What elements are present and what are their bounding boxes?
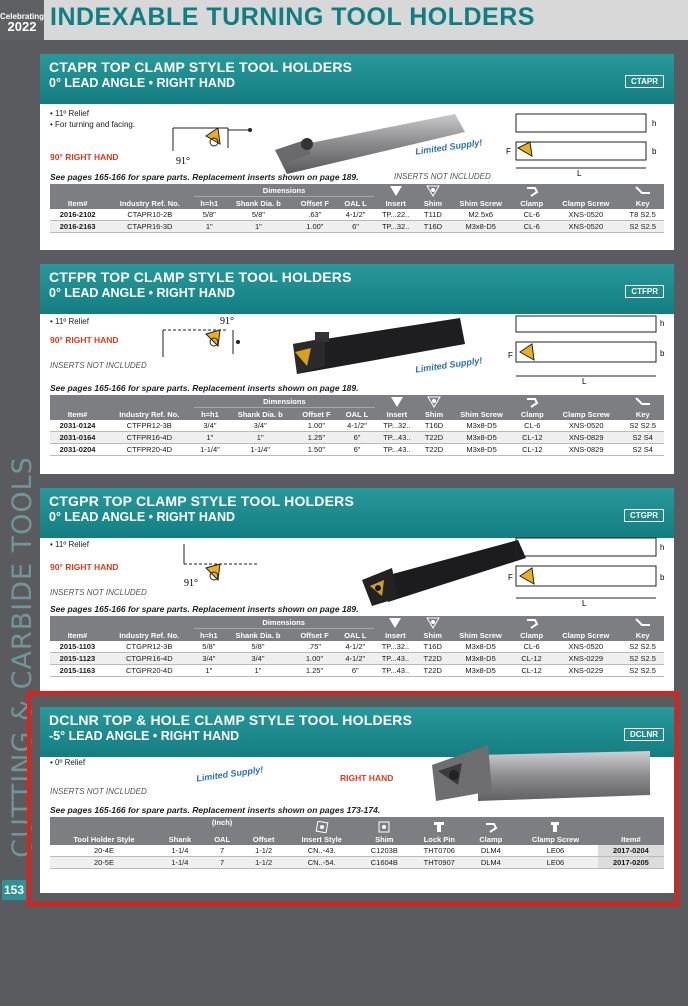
dim-b: b: [660, 349, 665, 358]
col-insert-label: Insert: [386, 410, 408, 419]
bullet-relief: • 11º Relief: [50, 317, 89, 326]
panel-title: DCLNR TOP & HOLE CLAMP STYLE TOOL HOLDERS: [49, 712, 413, 728]
col-style-label: Tool Holder Style: [73, 835, 135, 844]
cell-f: 1.25": [294, 432, 339, 444]
cell-insert: TP...22..: [374, 209, 418, 221]
cell-ref: CTAPR16-3D: [105, 221, 194, 233]
cell-item: 2031-0124: [50, 420, 105, 432]
panel-subtitle: -5° LEAD ANGLE • RIGHT HAND: [49, 729, 240, 743]
col-shim-screw: Shim Screw: [448, 184, 513, 209]
cell-clamp: CL-12: [514, 444, 551, 456]
spare-parts-note: See pages 165-166 for spare parts. Replacement inserts shown on page 189.: [50, 172, 359, 182]
dimension-diagram: [502, 534, 672, 608]
cell-oal: 7: [202, 857, 242, 869]
cell-oal: 7: [202, 845, 242, 857]
col-key: [622, 395, 665, 420]
cell-item: 2031-0164: [50, 432, 105, 444]
col-shim-label: Shim: [375, 835, 394, 844]
spare-parts-note: See pages 165-166 for spare parts. Replacement inserts shown on page 189.: [50, 383, 359, 393]
panel-subtitle: 0° LEAD ANGLE • RIGHT HAND: [49, 76, 235, 90]
cell-l: 4-1/2": [337, 653, 374, 665]
cell-key: S2 S4: [622, 432, 665, 444]
col-clamp-screw: Clamp Screw: [550, 184, 621, 209]
specs-table: [50, 184, 664, 233]
limited-supply-note: Limited Supply!: [195, 764, 264, 784]
cell-insert: TP...43..: [374, 665, 418, 677]
cell-screw: M3x8-D5: [448, 665, 513, 677]
cell-key: S2 S2.5: [621, 221, 664, 233]
col-ref: Industry Ref. No.: [105, 395, 193, 420]
cell-insert: CN..-43.: [285, 845, 359, 857]
cell-insert: CN..-54.: [285, 857, 359, 869]
panel-header: [40, 54, 674, 104]
dimension-diagram: [502, 108, 672, 178]
panel-ctapr: [40, 54, 674, 250]
cell-item: 2031-0204: [50, 444, 105, 456]
cell-insert: TP...32..: [374, 641, 418, 653]
cell-item: 2016-2102: [50, 209, 105, 221]
cell-key: S2 S2.5: [621, 653, 664, 665]
col-item: Item#: [50, 184, 105, 209]
col-shim: [417, 616, 448, 641]
panel-ctfpr: [40, 264, 674, 474]
table-row: [50, 641, 664, 653]
cell-key: S2 S4: [622, 444, 665, 456]
cell-h: 1-1/4": [194, 444, 227, 456]
cell-style: 20-4E: [50, 845, 158, 857]
cell-h: 3/4": [194, 420, 227, 432]
hand-label: 90° RIGHT HAND: [50, 562, 119, 572]
panel-subtitle: 0° LEAD ANGLE • RIGHT HAND: [49, 510, 235, 524]
bullet-relief: • 11º Relief: [50, 109, 89, 118]
cell-l: 6": [339, 432, 375, 444]
hand-label: 90° RIGHT HAND: [50, 335, 119, 345]
anniversary-badge: [0, 0, 44, 40]
bullet-relief: • 11º Relief: [50, 540, 89, 549]
page-title: INDEXABLE TURNING TOOL HOLDERS: [50, 3, 535, 31]
cell-screw: M3x8-D5: [449, 432, 513, 444]
col-l: OAL L: [337, 197, 374, 210]
cell-insert: TP...32..: [374, 221, 418, 233]
limited-supply-note: Limited Supply!: [414, 355, 483, 375]
col-lock-pin-label: Lock Pin: [423, 835, 455, 844]
cell-cscrew: XNS-0520: [550, 641, 621, 653]
inserts-not-included: INSERTS NOT INCLUDED: [394, 172, 491, 181]
insert-angle-diagram: [168, 106, 268, 166]
table-row: [50, 653, 664, 665]
cell-shank: 1-1/4: [158, 857, 202, 869]
col-key-label: Key: [635, 631, 650, 640]
col-h: h=h1: [194, 197, 224, 210]
col-clamp-screw-label: Clamp Screw: [531, 835, 580, 844]
cell-clamp: CL-12: [513, 653, 550, 665]
specs-table: [50, 395, 664, 456]
cell-ref: CTFPR20-4D: [105, 444, 193, 456]
cell-item: 2015-1163: [50, 665, 105, 677]
col-dimensions: Dimensions: [194, 184, 374, 197]
cell-b: 1": [226, 432, 294, 444]
spare-parts-note: See pages 165-166 for spare parts. Replacement inserts shown on pages 173-174.: [50, 805, 381, 815]
col-shim-screw: Shim Screw: [449, 395, 513, 420]
col-clamp: [513, 184, 550, 209]
cell-cscrew: LE06: [513, 857, 598, 869]
col-inch-label: (Inch): [211, 818, 233, 827]
cell-cscrew: XNS-0520: [551, 420, 622, 432]
cell-shim: T11D: [417, 209, 448, 221]
cell-ref: CTFPR16-4D: [105, 432, 193, 444]
limited-supply-note: Limited Supply!: [414, 137, 483, 157]
table-row: [50, 221, 664, 233]
col-b: Shank Dia. b: [224, 629, 292, 642]
cell-f: 1.00": [292, 221, 337, 233]
cell-cscrew: XNS-0229: [550, 665, 621, 677]
cell-shank: 1-1/4: [158, 845, 202, 857]
cell-key: S2 S2.5: [622, 420, 665, 432]
dimension-diagram: [502, 312, 672, 386]
col-clamp: [513, 616, 550, 641]
cell-ref: CTAPR10-2B: [105, 209, 194, 221]
dim-h: h: [660, 543, 665, 552]
col-ref: Industry Ref. No.: [105, 616, 194, 641]
angle-label: 91°: [176, 156, 190, 166]
table-row: [50, 665, 664, 677]
col-clamp-label: Clamp: [479, 835, 503, 844]
col-h: h=h1: [194, 629, 224, 642]
cell-l: 4-1/2": [337, 209, 374, 221]
cell-l: 4-1/2": [339, 420, 375, 432]
cell-insert: TP...43..: [375, 444, 418, 456]
cell-h: 5/8": [194, 641, 224, 653]
cell-style: 20-5E: [50, 857, 158, 869]
panel-title: CTFPR TOP CLAMP STYLE TOOL HOLDERS: [49, 269, 352, 285]
cell-lockpin: THT0907: [410, 857, 468, 869]
cell-item: 2017-0204: [598, 845, 664, 857]
col-shim-label: Shim: [423, 199, 443, 208]
col-ref: Industry Ref. No.: [105, 184, 194, 209]
panel-header: [40, 264, 674, 314]
cell-offset: 1-1/2: [242, 857, 285, 869]
badge-year: 2022: [7, 19, 37, 34]
col-insert: [375, 395, 418, 420]
col-shank-label: Shank: [168, 835, 192, 844]
side-section-label: CUTTING & CARBIDE TOOLS: [7, 456, 38, 858]
cell-key: S2 S2.5: [621, 665, 664, 677]
cell-shim: C1604B: [359, 857, 411, 869]
col-shim-label: Shim: [423, 631, 442, 640]
cell-clamp: CL-6: [513, 221, 550, 233]
cell-b: 1-1/4": [226, 444, 294, 456]
col-insert: [374, 616, 418, 641]
dim-l: L: [577, 169, 582, 178]
col-b: Shank Dia. b: [226, 408, 294, 421]
cell-screw: M3x8-D5: [448, 653, 513, 665]
cell-clamp: DLM4: [469, 857, 514, 869]
col-shim-label: Shim: [424, 410, 444, 419]
dim-f: F: [508, 573, 513, 582]
col-insert-style-label: Insert Style: [301, 835, 342, 844]
col-f: Offset F: [292, 629, 337, 642]
dim-f: F: [506, 147, 511, 156]
cell-lockpin: THT0706: [410, 845, 468, 857]
cell-clamp: CL-12: [514, 432, 551, 444]
panel-title: CTGPR TOP CLAMP STYLE TOOL HOLDERS: [49, 493, 354, 509]
cell-shim: T22D: [419, 444, 450, 456]
cell-screw: M2.5x6: [448, 209, 513, 221]
cell-item: 2017-0205: [598, 857, 664, 869]
dim-h: h: [660, 319, 665, 328]
cell-screw: M3x8-D5: [448, 221, 513, 233]
table-row: [50, 444, 664, 456]
highlight-box: [27, 691, 679, 906]
cell-clamp: DLM4: [469, 845, 514, 857]
col-oal-label: OAL: [214, 835, 231, 844]
cell-shim: T22D: [419, 432, 450, 444]
col-item: Item#: [598, 817, 664, 845]
cell-b: 5/8": [224, 209, 292, 221]
cell-key: T8 S2.5: [621, 209, 664, 221]
col-insert-label: Insert: [385, 631, 406, 640]
col-clamp-label: Clamp: [520, 199, 544, 208]
cell-screw: M3x8-D5: [448, 641, 513, 653]
cell-l: 6": [337, 221, 374, 233]
cell-clamp: CL-6: [514, 420, 551, 432]
badge-top-text: Celebrating: [0, 12, 45, 21]
col-key: [621, 184, 664, 209]
cell-ref: CTGPR20-4D: [105, 665, 194, 677]
page-number: 153: [2, 880, 26, 900]
dim-l: L: [582, 599, 587, 608]
cell-l: 6": [337, 665, 374, 677]
product-code-tag: CTAPR: [625, 75, 664, 88]
panel-title: CTAPR TOP CLAMP STYLE TOOL HOLDERS: [49, 59, 353, 75]
dim-h: h: [652, 119, 657, 128]
angle-label: 91°: [184, 578, 198, 589]
col-dimensions: Dimensions: [194, 616, 374, 629]
col-clamp-screw: Clamp Screw: [551, 395, 622, 420]
cell-insert: TP...32..: [375, 420, 418, 432]
cell-b: 3/4": [224, 653, 292, 665]
hand-label: RIGHT HAND: [340, 773, 394, 783]
col-item: Item#: [50, 616, 105, 641]
bullet-relief: • 0º Relief: [50, 758, 86, 767]
col-insert-label: Insert: [385, 199, 406, 208]
col-key: [621, 616, 664, 641]
col-insert: [374, 184, 418, 209]
cell-b: 3/4": [226, 420, 294, 432]
col-f: Offset F: [292, 197, 337, 210]
cell-b: 1": [224, 221, 292, 233]
cell-b: 5/8": [224, 641, 292, 653]
cell-h: 1": [194, 432, 227, 444]
cell-screw: M3x8-D5: [449, 444, 513, 456]
page-header: [0, 0, 688, 40]
col-clamp-label: Clamp: [520, 410, 544, 419]
cell-clamp: CL-6: [513, 641, 550, 653]
cell-f: .75": [292, 641, 337, 653]
col-h: h=h1: [194, 408, 227, 421]
cell-f: 1.25": [292, 665, 337, 677]
table-row: [50, 209, 664, 221]
table-row: [50, 420, 664, 432]
table-row: [50, 432, 664, 444]
cell-h: 1": [194, 665, 224, 677]
cell-cscrew: XNS-0520: [550, 221, 621, 233]
cell-f: 1.50": [294, 444, 339, 456]
col-shim: [417, 184, 448, 209]
cell-b: 1": [224, 665, 292, 677]
col-l: OAL L: [339, 408, 375, 421]
cell-h: 1": [194, 221, 224, 233]
cell-h: 5/8": [194, 209, 224, 221]
cell-key: S2 S2.5: [621, 641, 664, 653]
cell-cscrew: XNS-0229: [550, 653, 621, 665]
col-clamp-label: Clamp: [520, 631, 544, 640]
col-key-label: Key: [635, 199, 650, 208]
dim-l: L: [582, 377, 587, 386]
insert-angle-diagram: [158, 312, 268, 368]
cell-ref: CTFPR12-3B: [105, 420, 193, 432]
product-code-tag: CTFPR: [625, 285, 664, 298]
product-code-tag: CTGPR: [624, 509, 664, 522]
dim-f: F: [508, 351, 513, 360]
col-clamp-screw: Clamp Screw: [550, 616, 621, 641]
col-shim: [419, 395, 450, 420]
inserts-not-included: INSERTS NOT INCLUDED: [50, 588, 147, 597]
cell-f: 1.00": [292, 653, 337, 665]
cell-screw: M3x8-D5: [449, 420, 513, 432]
col-shim-screw: Shim Screw: [448, 616, 513, 641]
cell-shim: T16D: [417, 641, 448, 653]
cell-offset: 1-1/2: [242, 845, 285, 857]
col-b: Shank Dia. b: [224, 197, 292, 210]
cell-clamp: CL-12: [513, 665, 550, 677]
panel-subtitle: 0° LEAD ANGLE • RIGHT HAND: [49, 286, 235, 300]
cell-cscrew: XNS-0520: [550, 209, 621, 221]
spare-parts-note: See pages 165-166 for spare parts. Replacement inserts shown on page 189.: [50, 604, 359, 614]
col-dimensions: Dimensions: [194, 395, 376, 408]
cell-item: 2016-2163: [50, 221, 105, 233]
col-key-label: Key: [635, 410, 650, 419]
cell-clamp: CL-6: [513, 209, 550, 221]
angle-label: 91°: [220, 316, 234, 327]
dim-b: b: [652, 147, 657, 156]
inserts-not-included: INSERTS NOT INCLUDED: [50, 361, 147, 370]
specs-table: [50, 616, 664, 677]
panel-ctgpr: [40, 488, 674, 694]
cell-insert: TP...43..: [375, 432, 418, 444]
cell-cscrew: LE06: [513, 845, 598, 857]
cell-cscrew: XNS-0829: [551, 432, 622, 444]
product-code-tag: DCLNR: [624, 728, 664, 741]
hand-label: 90° RIGHT HAND: [50, 152, 119, 162]
cell-l: 4-1/2": [337, 641, 374, 653]
cell-l: 6": [339, 444, 375, 456]
cell-insert: TP...43..: [374, 653, 418, 665]
cell-f: .63": [292, 209, 337, 221]
cell-shim: T22D: [417, 653, 448, 665]
cell-shim: T16D: [419, 420, 450, 432]
cell-item: 2015-1103: [50, 641, 105, 653]
insert-angle-diagram: [178, 542, 278, 598]
dim-b: b: [660, 573, 665, 582]
col-item: Item#: [50, 395, 105, 420]
cell-item: 2015-1123: [50, 653, 105, 665]
cell-shim: T22D: [417, 665, 448, 677]
cell-shim: C1203B: [359, 845, 411, 857]
cell-shim: T16D: [417, 221, 448, 233]
cell-f: 1.00": [294, 420, 339, 432]
col-clamp: [514, 395, 551, 420]
cell-h: 3/4": [194, 653, 224, 665]
col-f: Offset F: [294, 408, 339, 421]
inserts-not-included: INSERTS NOT INCLUDED: [50, 787, 147, 796]
cell-ref: CTGPR16-4D: [105, 653, 194, 665]
panel-header: [40, 488, 674, 538]
bullet-turning: • For turning and facing.: [50, 120, 136, 129]
cell-ref: CTGPR12-3B: [105, 641, 194, 653]
col-l: OAL L: [337, 629, 374, 642]
col-offset: Offset: [242, 817, 285, 845]
cell-cscrew: XNS-0829: [551, 444, 622, 456]
